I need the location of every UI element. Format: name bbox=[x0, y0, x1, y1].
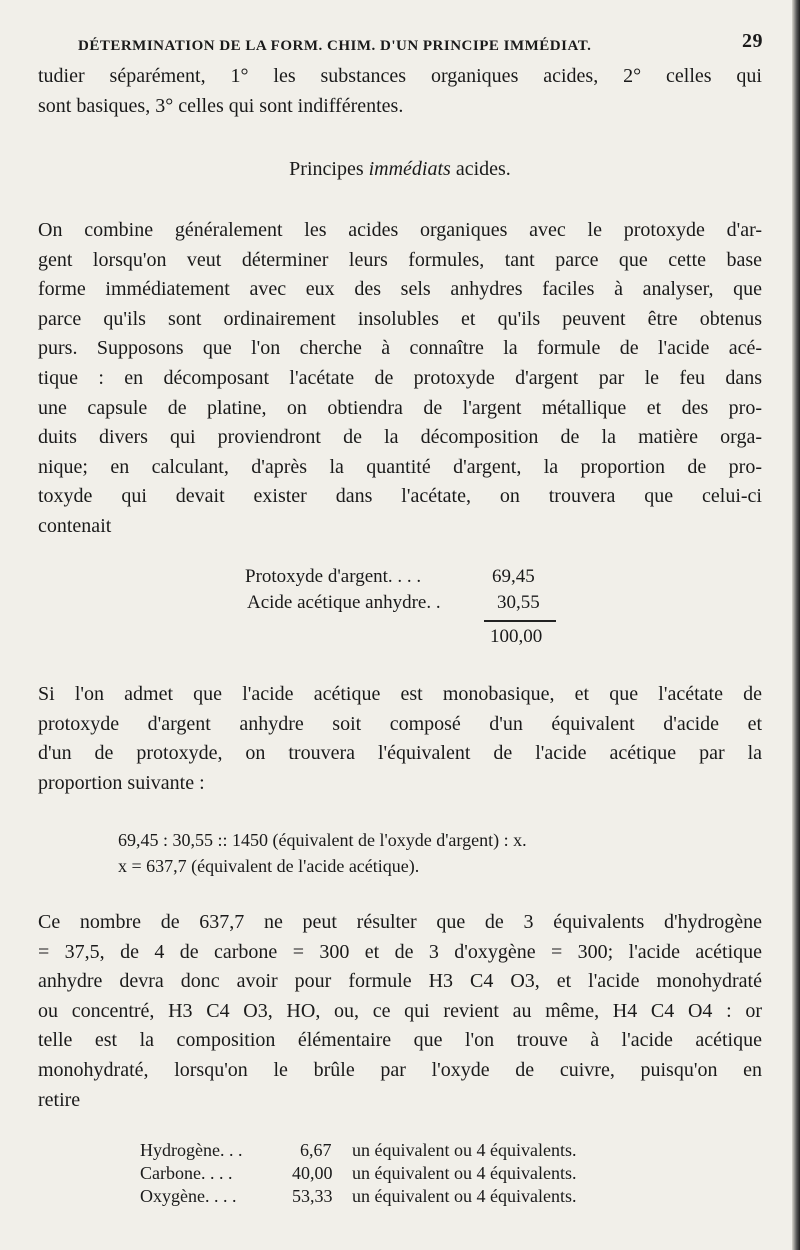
text-line: On combine généralement les acides organiques avec le protoxyde d'ar- bbox=[38, 219, 762, 241]
text-line: Ce nombre de 637,7 ne peut résulter que de 3 équivalents d'hydrogène bbox=[38, 911, 762, 933]
page-spine-shadow bbox=[792, 0, 800, 1250]
text-line: retire bbox=[38, 1088, 81, 1111]
page-number: 29 bbox=[742, 30, 763, 52]
composition-total: 100,00 bbox=[490, 626, 543, 647]
element-name: Oxygène. . . . bbox=[140, 1186, 237, 1206]
element-note: un équivalent ou 4 équivalents. bbox=[352, 1186, 577, 1206]
heading-italic: immédiats bbox=[368, 158, 451, 180]
text-line: forme immédiatement avec eux des sels anhydres faciles à analyser, que bbox=[38, 278, 762, 301]
running-header bbox=[60, 30, 765, 60]
text-line: monohydraté, lorsqu'on le brûle par l'oxyde de cuivre, puisqu'on en bbox=[38, 1058, 762, 1081]
composition-label: Protoxyde d'argent. . . . bbox=[245, 566, 422, 587]
paragraph-2 bbox=[38, 680, 762, 798]
text-line: sont basiques, 3° celles qui sont indifférentes. bbox=[38, 94, 404, 117]
text-line: anhydre devra donc avoir pour formule H3 C4 O3, et l'acide monohydraté bbox=[38, 970, 762, 993]
text-line: parce qu'ils sont ordinairement insolubles et qu'ils peuvent être obtenus bbox=[38, 307, 762, 330]
intro-text bbox=[38, 62, 762, 121]
composition-value: 69,45 bbox=[492, 566, 535, 587]
heading-part: Principes bbox=[289, 158, 369, 180]
element-name: Carbone. . . . bbox=[140, 1163, 233, 1183]
composition-label: Acide acétique anhydre. . bbox=[247, 592, 441, 613]
text-line: protoxyde d'argent anhydre soit composé d'un équivalent d'acide et bbox=[38, 712, 762, 735]
text-line: duits divers qui proviendront de la décomposition de la matière orga- bbox=[38, 426, 762, 449]
text-line: contenait bbox=[38, 514, 112, 537]
text-line: toxyde qui devait exister dans l'acétate, on trouvera que celui-ci bbox=[38, 485, 762, 508]
text-line: d'un de protoxyde, on trouvera l'équivalent de l'acide acétique par la bbox=[38, 742, 762, 765]
heading-part: acides. bbox=[450, 158, 511, 180]
element-value: 40,00 bbox=[292, 1163, 333, 1183]
element-note: un équivalent ou 4 équivalents. bbox=[352, 1163, 577, 1183]
element-value: 6,67 bbox=[300, 1140, 332, 1160]
element-name: Hydrogène. . . bbox=[140, 1140, 243, 1160]
running-title: DÉTERMINATION DE LA FORM. CHIM. D'UN PRINCIPE IMMÉDIAT. bbox=[78, 38, 592, 54]
paragraph-1 bbox=[38, 216, 762, 542]
text-line: Si l'on admet que l'acide acétique est monobasique, et que l'acétate de bbox=[38, 683, 762, 705]
element-note: un équivalent ou 4 équivalents. bbox=[352, 1140, 577, 1160]
text-line: = 37,5, de 4 de carbone = 300 et de 3 d'oxygène = 300; l'acide acétique bbox=[38, 940, 762, 963]
text-line: purs. Supposons que l'on cherche à connaître la formule de l'acide acé- bbox=[38, 337, 762, 360]
text-line: proportion suivante : bbox=[38, 771, 205, 794]
equivalent-result: x = 637,7 (équivalent de l'acide acétique). bbox=[118, 856, 420, 876]
sum-rule bbox=[484, 620, 556, 622]
text-line: gent lorsqu'on veut déterminer leurs formules, tant parce que cette base bbox=[38, 248, 762, 271]
text-line: une capsule de platine, on obtiendra de l'argent métallique et des pro- bbox=[38, 396, 762, 419]
element-value: 53,33 bbox=[292, 1186, 333, 1206]
text-line: tudier séparément, 1° les substances organiques acides, 2° celles qui bbox=[38, 65, 762, 87]
paragraph-3 bbox=[38, 908, 762, 1115]
text-line: ou concentré, H3 C4 O3, HO, ou, ce qui revient au même, H4 C4 O4 : or bbox=[38, 999, 762, 1022]
text-line: nique; en calculant, d'après la quantité d'argent, la proportion de pro- bbox=[38, 455, 762, 478]
text-line: tique : en décomposant l'acétate de protoxyde d'argent par le feu dans bbox=[38, 366, 762, 389]
proportion-line: 69,45 : 30,55 :: 1450 (équivalent de l'oxyde d'argent) : x. bbox=[118, 830, 527, 850]
text-line: telle est la composition élémentaire que l'on trouve à l'acide acétique bbox=[38, 1029, 762, 1052]
section-heading bbox=[0, 158, 800, 181]
composition-value: 30,55 bbox=[497, 592, 540, 613]
